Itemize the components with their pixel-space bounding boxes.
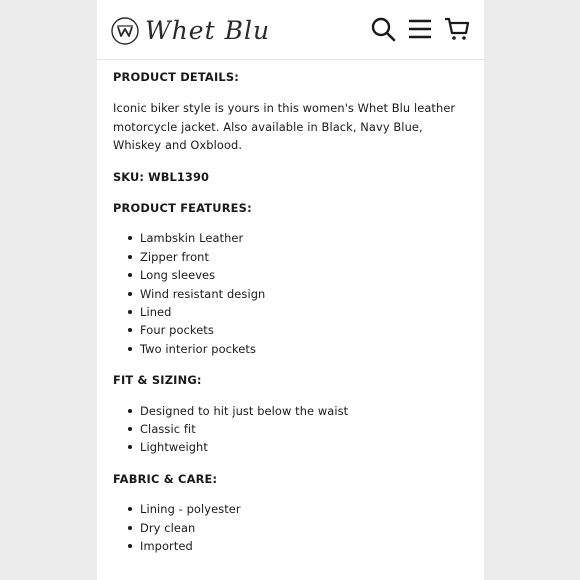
list-item: Imported (140, 537, 471, 555)
list-item: Long sleeves (140, 266, 471, 284)
list-item: Designed to hit just below the waist (140, 402, 471, 420)
brand-logo[interactable] (111, 14, 270, 48)
list-item: Classic fit (140, 420, 471, 438)
cart-icon[interactable] (444, 16, 470, 42)
list-item: Lining - polyester (140, 500, 471, 518)
product-details-heading: PRODUCT DETAILS: (113, 70, 239, 84)
fit-sizing-heading: FIT & SIZING: (113, 373, 202, 388)
product-description-text: Iconic biker style is yours in this women's Whet Blu leather motorcycle jacket. Also available in Black, Navy Blue, Whiskey and Oxblood. (113, 101, 456, 153)
fit-list (113, 402, 471, 457)
site-header (97, 0, 484, 60)
fabric-list (113, 500, 471, 555)
brand-mark-icon (111, 17, 139, 45)
product-sku: SKU: WBL1390 (113, 169, 210, 184)
product-page (97, 0, 484, 580)
list-item: Zipper front (140, 248, 471, 266)
list-item: Dry clean (140, 519, 471, 537)
list-item: Lined (140, 303, 471, 321)
product-description (113, 68, 471, 555)
list-item: Lightweight (140, 438, 471, 456)
product-features-heading: PRODUCT FEATURES: (113, 201, 252, 216)
fabric-care-heading: FABRIC & CARE: (113, 471, 218, 486)
header-actions (359, 16, 470, 42)
list-item: Four pockets (140, 321, 471, 339)
menu-icon[interactable] (407, 16, 433, 42)
list-item: Two interior pockets (140, 340, 471, 358)
features-list (113, 229, 471, 358)
list-item: Lambskin Leather (140, 229, 471, 247)
list-item: Wind resistant design (140, 285, 471, 303)
brand-name: Whet Blu (145, 16, 271, 45)
search-icon[interactable] (370, 16, 396, 42)
